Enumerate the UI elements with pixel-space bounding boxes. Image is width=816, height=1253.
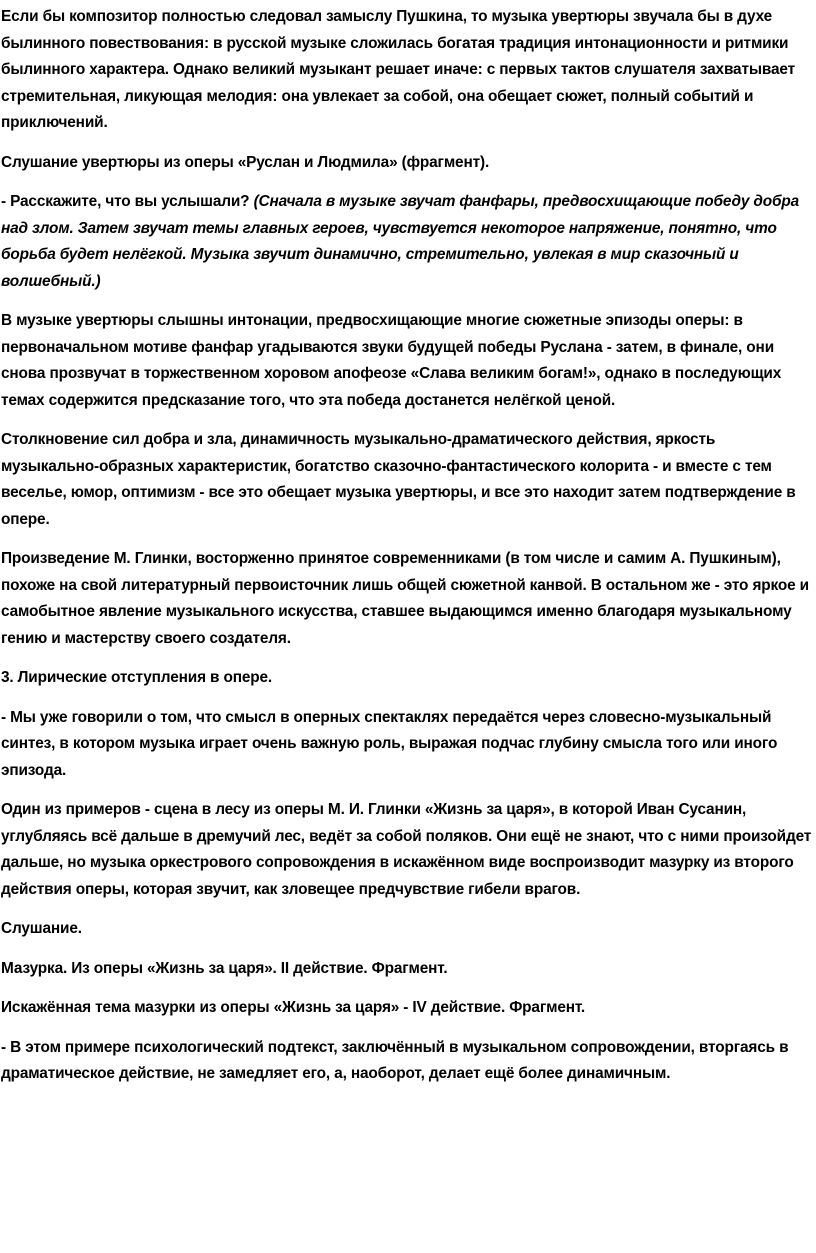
paragraph-overture-intonations: В музыке увертюры слышны интонации, предвосхищающие многие сюжетные эпизоды оперы: в первоначальном мотиве фанфар угадываются звуки будущей победы Руслана - затем, в финале, они снова прозвучат в торжественном хоровом апофеозе «Слава великим богам!», однако в последующих темах содержится предсказание того, что эта победа достанется нелёгкой ценой. xyxy=(1,312,782,409)
paragraph-forest-scene: Один из примеров - сцена в лесу из оперы М. И. Глинки «Жизнь за царя», в которой Иван Сусанин, углубляясь всё дальше в дремучий лес, ведёт за собой поляков. Они ещё не знают, что с ними произойдет дальше, но музыка оркестрового сопровождения в искажённом виде воспроизводит мазурку из второго действия оперы, которая звучит, как зловещее предчувствие гибели врагов. xyxy=(1,801,812,898)
paragraph-good-evil: Столкновение сил добра и зла, динамичность музыкально-драматического действия, яркость музыкально-образных характеристик, богатство сказочно-фантастического колорита - и вместе с тем веселье, юмор, оптимизм - все это обещает музыка увертюры, и все это находит затем подтверждение в опере. xyxy=(1,431,796,528)
paragraph-glinka-work: Произведение М. Глинки, восторженно принятое современниками (в том числе и самим А. Пушкиным), похоже на свой литературный первоисточник лишь общей сюжетной канвой. В остальном же - это яркое и самобытное явление музыкального искусства, ставшее выдающимся именно благодаря музыкальному гению и мастерству своего создателя. xyxy=(1,550,809,647)
paragraph-mazurka: Мазурка. Из оперы «Жизнь за царя». II действие. Фрагмент. xyxy=(1,959,448,977)
question-text: - Расскажите, что вы услышали? xyxy=(1,193,254,210)
section-heading-lyrical: 3. Лирические отступления в опере. xyxy=(1,669,273,686)
answer-text: (Сначала в музыке звучат фанфары, предвосхищающие победу добра над злом. Затем звучат темы главных героев, чувствуется некоторое напряжение, понятно, что борьба будет нелёгкой. Музыка звучит динамично, стремительно, увлекая в мир сказочный и волшебный.) xyxy=(1,193,800,290)
paragraph-listening: Слушание. xyxy=(1,920,82,937)
paragraph-question-answer xyxy=(1,189,816,295)
paragraph-psychological-subtext: - В этом примере психологический подтекст, заключённый в музыкальном сопровождении, вторгаясь в драматическое действие, не замедляет его, а, наоборот, делает ещё более динамичным. xyxy=(1,1038,789,1082)
paragraph-listening-overture: Слушание увертюры из оперы «Руслан и Людмила» (фрагмент). xyxy=(1,153,490,171)
paragraph-distorted-mazurka: Искажённая тема мазурки из оперы «Жизнь за царя» - IV действие. Фрагмент. xyxy=(1,999,586,1016)
paragraph-overture-intro: Если бы композитор полностью следовал замыслу Пушкина, то музыка увертюры звучала бы в духе былинного повествования: в русской музыке сложилась богатая традиция интонационности и ритмики былинного характера. Однако великий музыкант решает иначе: с первых тактов слушателя захватывает стремительная, ликующая мелодия: она увлекает за собой, она обещает сюжет, полный событий и приключений. xyxy=(1,8,795,131)
paragraph-verbal-musical-synthesis: - Мы уже говорили о том, что смысл в оперных спектаклях передаётся через словесно-музыкальный синтез, в котором музыка играет очень важную роль, выражая подчас глубину смысла того или иного эпизода. xyxy=(1,708,778,779)
